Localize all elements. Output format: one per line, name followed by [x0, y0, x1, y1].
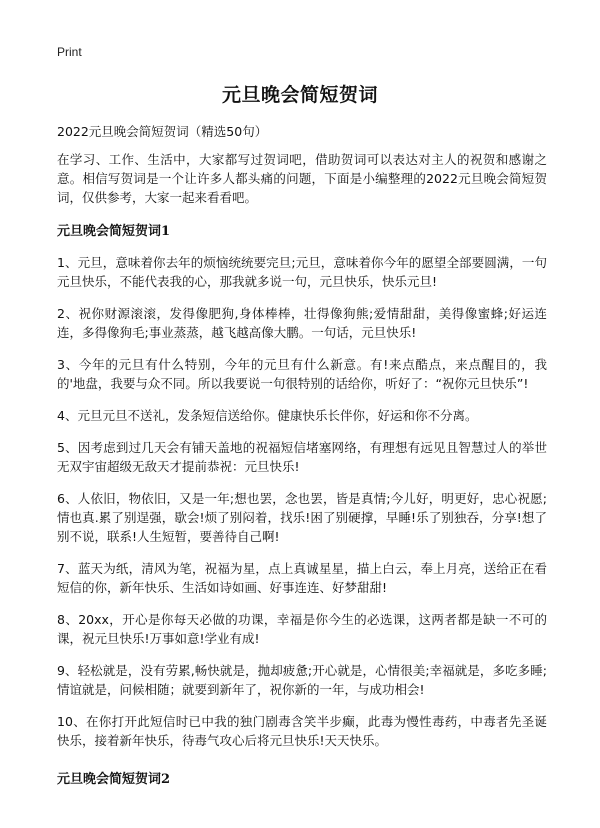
document-title: 元旦晚会简短贺词	[221, 84, 378, 106]
wish-paragraph-7: 7、蓝天为纸，清风为笔，祝福为星，点上真诚星星，描上白云，奉上月亮，送给正在看短信的你，新年快乐、生活如诗如画、好事连连、好梦甜甜!	[57, 561, 547, 595]
wish-paragraph-3: 3、今年的元旦有什么特别，今年的元旦有什么新意。有!来点酷点，来点醒目的，我的'地盘，我要与众不同。所以我要说一句很特别的话给你，听好了：“祝你元旦快乐”!	[57, 357, 547, 391]
wish-paragraph-8: 8、20xx，开心是你每天必做的功课，幸福是你今生的必选课，这两者都是缺一不可的课，祝元旦快乐!万事如意!学业有成!	[57, 612, 547, 646]
section-heading-1: 元旦晚会简短贺词1	[57, 224, 171, 239]
document-subtitle: 2022元旦晚会简短贺词（精选50句）	[57, 124, 268, 139]
print-label[interactable]: Print	[57, 45, 82, 59]
document-body	[57, 150, 547, 763]
wish-paragraph-2: 2、祝你财源滚滚，发得像肥狗,身体棒棒，壮得像狗熊;爱情甜甜，美得像蜜蜂;好运连连，多得像狗毛;事业蒸蒸，越飞越高像大鹏。一句话，元旦快乐!	[57, 306, 547, 340]
wish-paragraph-5: 5、因考虑到过几天会有铺天盖地的祝福短信堵塞网络，有理想有远见且智慧过人的举世无双宇宙超级无敌天才提前恭祝：元旦快乐!	[57, 440, 547, 474]
section-heading-2: 元旦晚会简短贺词2	[57, 772, 171, 787]
intro-paragraph: 在学习、工作、生活中，大家都写过贺词吧，借助贺词可以表达对主人的祝贺和感谢之意。相信写贺词是一个让许多人都头痛的问题，下面是小编整理的2022元旦晚会简短贺词，仅供参考，大家一起来看看吧。	[57, 152, 547, 205]
wish-paragraph-6: 6、人依旧，物依旧，又是一年;想也罢，念也罢，皆是真情;今儿好，明更好，忠心祝愿;情也真.累了别逞强，歇会!烦了别闷着，找乐!困了别硬撑，早睡!乐了别独吞，分享!想了别不说，联系!人生短暂，要善待自己啊!	[57, 491, 547, 544]
wish-paragraph-9: 9、轻松就是，没有劳累,畅快就是，抛却疲惫;开心就是，心情很美;幸福就是，多吃多睡;情谊就是，问候相随；就要到新年了，祝你新的一年，与成功相会!	[57, 663, 547, 697]
wish-paragraph-4: 4、元旦元旦不送礼，发条短信送给你。健康快乐长伴你，好运和你不分离。	[57, 408, 478, 423]
wish-paragraph-1: 1、元旦，意味着你去年的烦恼统统要完旦;元旦，意味着你今年的愿望全部要圆满，一句元旦快乐，不能代表我的心，那我就多说一句，元旦快乐，快乐元旦!	[57, 255, 547, 289]
wish-paragraph-10: 10、在你打开此短信时已中我的独门剧毒含笑半步癫，此毒为慢性毒药，中毒者先圣诞快乐，接着新年快乐，待毒气攻心后将元旦快乐!天天快乐。	[57, 714, 547, 748]
